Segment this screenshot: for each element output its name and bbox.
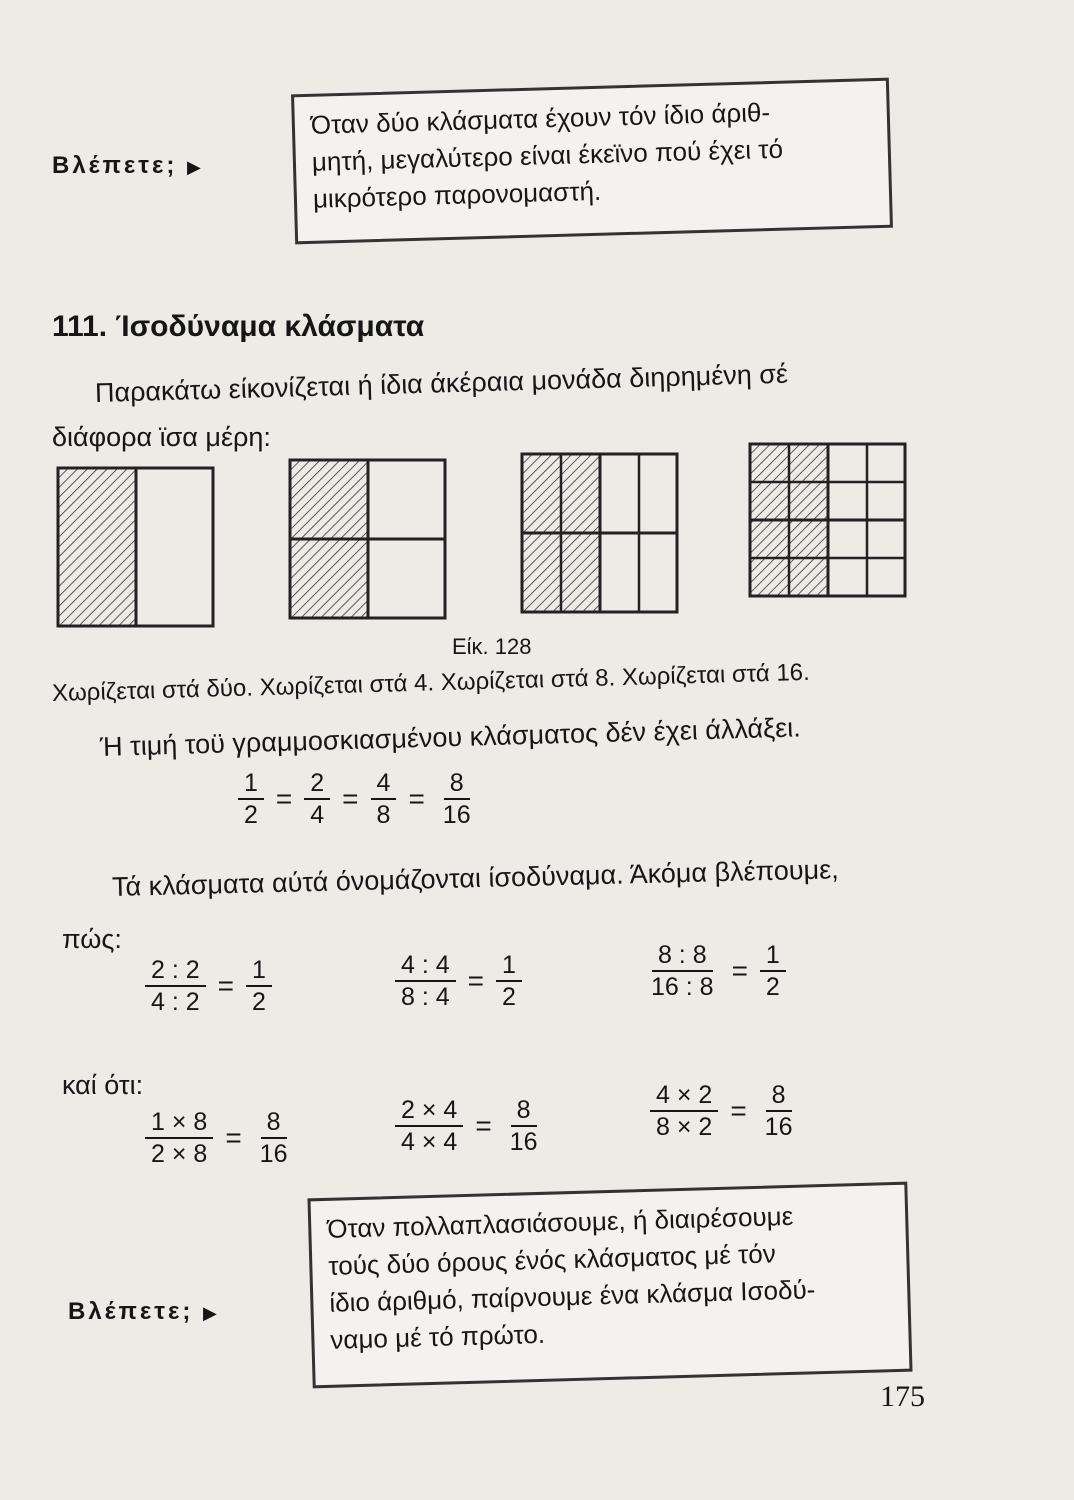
rhs-fraction: [254, 1107, 294, 1169]
lhs-fraction: [145, 955, 206, 1017]
lhs-fraction: [395, 1095, 463, 1157]
section-number: 111.: [52, 310, 108, 343]
equals-sign: =: [217, 970, 235, 1001]
division-eq-1: [145, 955, 272, 1017]
equals-sign: =: [467, 965, 485, 996]
numerator: 8: [766, 1080, 792, 1112]
figure-128: [50, 440, 920, 640]
label-divided-2: Χωρίζεται στά δύο.: [51, 674, 254, 707]
denominator: 8 × 2: [656, 1113, 713, 1141]
lhs-fraction: [645, 940, 720, 1002]
lhs-fraction: [395, 950, 456, 1012]
lhs-fraction: [650, 1080, 718, 1142]
unit-panel-quarters: [290, 460, 445, 618]
shaded-part: [58, 468, 136, 626]
denominator: 8 : 4: [401, 983, 450, 1011]
denominator: 16: [259, 1140, 288, 1168]
numerator: 4 : 4: [395, 950, 456, 982]
division-eq-2: [395, 950, 522, 1012]
top-rule-box: [291, 78, 893, 245]
fraction-8-16: [437, 768, 477, 830]
denominator: 4 : 2: [151, 988, 200, 1016]
bottom-rule-box: [307, 1182, 912, 1389]
label-divided-4: Χωρίζεται στά 4.: [259, 669, 435, 702]
kai-oti-label: καί ότι:: [62, 1070, 144, 1100]
unit-panel-eighths: [522, 454, 677, 612]
section-title: Ίσοδύναμα κλάσματα: [115, 310, 425, 343]
figure-caption: Είκ. 128: [452, 634, 532, 659]
denominator: 8: [376, 801, 391, 829]
equivalence-chain: [238, 768, 477, 830]
equals-sign: =: [225, 1122, 242, 1153]
equals-sign: =: [730, 1095, 747, 1126]
label-divided-16: Χωρίζεται στά 16.: [621, 658, 811, 692]
arrow-right-icon: ▶: [203, 1303, 220, 1323]
numerator: 4 × 2: [650, 1080, 718, 1112]
equals-sign: =: [275, 783, 293, 814]
denominator: 4: [310, 801, 325, 829]
see-label-text: Βλέπετε;: [68, 1298, 194, 1325]
rhs-fraction: [759, 1080, 799, 1142]
equals-sign: =: [475, 1110, 492, 1141]
division-labels: [52, 659, 811, 708]
numerator: 1 × 8: [145, 1107, 213, 1139]
numerator: 4: [371, 768, 397, 800]
numerator: 1: [246, 955, 272, 987]
intro-line-2: διάφορα ϊσα μέρη:: [52, 422, 271, 452]
denominator: 16: [442, 801, 471, 829]
bottom-rule-line: ίδιο άριθμό, παίρνουμε ένα κλάσμα Ισοδύ-: [328, 1274, 816, 1318]
rhs-fraction: [496, 950, 522, 1012]
denominator: 16: [764, 1113, 793, 1141]
label-divided-8: Χωρίζεται στά 8.: [440, 664, 616, 697]
fraction-2-4: [304, 768, 330, 830]
numerator: 1: [496, 950, 522, 982]
value-sentence: Ή τιμή τοϋ γραμμοσκιασμένου κλάσματος δέν έχει άλλάξει.: [99, 712, 802, 762]
lhs-fraction: [145, 1107, 213, 1169]
mult-eq-2: [395, 1095, 543, 1157]
numerator: 2 : 2: [145, 955, 206, 987]
bottom-rule-line: τούς δύο όρους ένός κλάσματος μέ τόν: [327, 1238, 777, 1281]
numerator: 1: [760, 940, 786, 972]
unit-panel-sixteenths: [750, 444, 905, 596]
rhs-fraction: [760, 940, 786, 1002]
numerator: 2: [304, 768, 330, 800]
denominator: 4 × 4: [401, 1128, 458, 1156]
numerator: 2 × 4: [395, 1095, 463, 1127]
numerator: 1: [238, 768, 264, 800]
fraction-4-8: [371, 768, 397, 830]
denominator: 16 : 8: [651, 973, 714, 1001]
division-eq-3: [645, 940, 786, 1002]
denominator: 2: [765, 973, 780, 1001]
bottom-rule-line: ναμο μέ τό πρώτο.: [330, 1318, 546, 1355]
denominator: 2 × 8: [151, 1140, 208, 1168]
denominator: 2: [252, 988, 266, 1016]
page-number: 175: [880, 1380, 925, 1413]
section-heading: [52, 310, 424, 344]
denominator: 2: [502, 983, 516, 1011]
rhs-fraction: [504, 1095, 544, 1157]
unit-panel-halves: [58, 468, 213, 626]
numerator: 8: [444, 768, 470, 800]
numerator: 8: [261, 1107, 287, 1139]
see-label-top: [52, 152, 204, 180]
rhs-fraction: [246, 955, 272, 1017]
see-label-text: Βλέπετε;: [52, 152, 178, 179]
denominator: 16: [509, 1128, 538, 1156]
arrow-right-icon: ▶: [187, 157, 204, 177]
equivalent-sentence: Τά κλάσματα αύτά όνομάζονται ίσοδύναμα. Άκόμα βλέπουμε,: [111, 854, 840, 902]
top-rule-line: Όταν δύο κλάσματα έχουν τόν ίδιο άριθ-: [310, 97, 771, 140]
fraction-1-2: [238, 768, 264, 830]
numerator: 8: [511, 1095, 537, 1127]
see-label-bottom: [68, 1298, 220, 1326]
bottom-rule-line: Όταν πολλαπλασιάσουμε, ή διαιρέσουμε: [326, 1200, 794, 1244]
pos-label: πώς:: [62, 924, 122, 954]
equals-sign: =: [408, 783, 425, 814]
intro-line-1: Παρακάτω είκονίζεται ή ίδια άκέραια μονάδα διηρημένη σέ: [94, 358, 789, 408]
mult-eq-1: [145, 1107, 293, 1169]
equals-sign: =: [731, 955, 748, 986]
numerator: 8 : 8: [652, 940, 713, 972]
top-rule-line: μικρότερο παρονομαστή.: [312, 175, 602, 214]
equals-sign: =: [342, 783, 359, 814]
mult-eq-3: [650, 1080, 798, 1142]
top-rule-line: μητή, μεγαλύτερο είναι έκεϊνο πού έχει τό: [311, 133, 784, 177]
denominator: 2: [244, 801, 258, 829]
